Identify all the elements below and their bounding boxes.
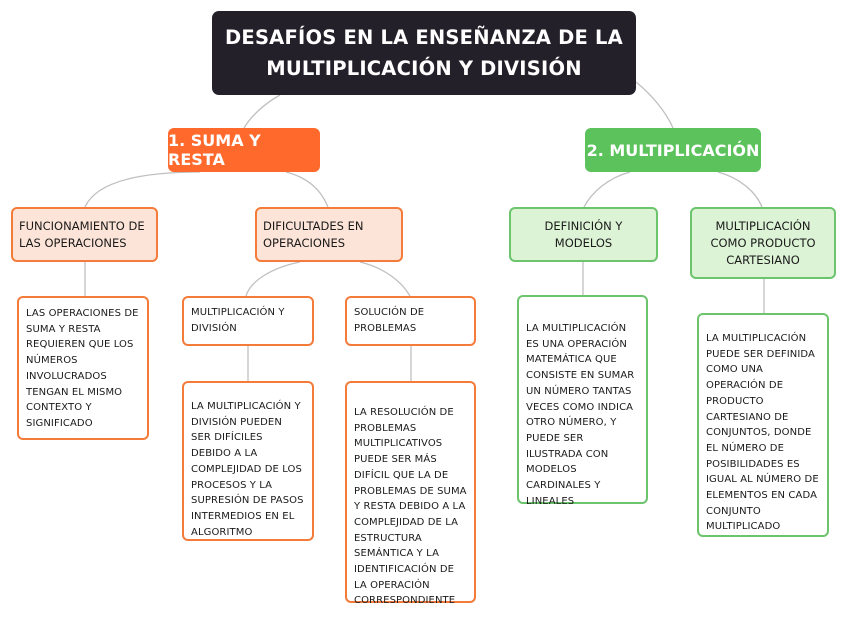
detail-multiplicacion-division-text: LA MULTIPLICACIÓN Y DIVISIÓN PUEDEN SER DIFÍCILES DEBIDO A LA COMPLEJIDAD DE LOS PROCESOS Y LA SUPRESIÓN DE PASOS INTERMEDIOS EN EL ALGORITMO (191, 401, 304, 538)
topic-solucion-problemas[interactable] (345, 296, 476, 346)
detail-multiplicacion-division (182, 381, 314, 541)
connector-suma-funcionamiento (85, 172, 200, 207)
topic-multiplicacion-division-label: MULTIPLICACIÓN Y DIVISIÓN (191, 307, 285, 334)
connector-mult-cartesiano (718, 172, 762, 207)
connector-root-suma (244, 95, 280, 128)
detail-funcionamiento-operaciones-text: LAS OPERACIONES DE SUMA Y RESTA REQUIEREN QUE LOS NÚMEROS INVOLUCRADOS TENGAN EL MISMO CONTEXTO Y SIGNIFICADO (26, 308, 139, 429)
branch-multiplicacion-label: 2. MULTIPLICACIÓN (586, 140, 760, 160)
detail-producto-cartesiano (697, 313, 829, 537)
topic-solucion-problemas-label: SOLUCIÓN DE PROBLEMAS (354, 307, 425, 334)
root-title-line2: MULTIPLICACIÓN Y DIVISIÓN (266, 57, 582, 80)
topic-funcionamiento-operaciones-label: FUNCIONAMIENTO DE LAS OPERACIONES (19, 218, 145, 250)
topic-producto-cartesiano-label: MULTIPLICACIÓN COMO PRODUCTO CARTESIANO (710, 218, 816, 267)
detail-funcionamiento-operaciones (17, 296, 149, 440)
detail-definicion-modelos-text: LA MULTIPLICACIÓN ES UNA OPERACIÓN MATEMÁTICA QUE CONSISTE EN SUMAR UN NÚMERO TANTAS VECES COMO INDICA OTRO NÚMERO, Y PUEDE SER ILUSTRADA CON MODELOS CARDINALES Y LINEALES (526, 323, 635, 507)
branch-suma-y-resta[interactable] (168, 128, 320, 172)
connector-suma-dificultades (286, 172, 328, 207)
connector-root-multiplicacion (636, 82, 673, 128)
connector-mult-definicion (584, 172, 630, 207)
branch-suma-y-resta-label: 1. SUMA Y RESTA (168, 131, 261, 169)
root-title-line1: DESAFÍOS EN LA ENSEÑANZA DE LA (225, 26, 623, 49)
connector-dificultades-multdiv (246, 262, 300, 296)
detail-solucion-problemas-text: LA RESOLUCIÓN DE PROBLEMAS MULTIPLICATIVOS PUEDE SER MÁS DIFÍCIL QUE LA DE PROBLEMAS DE SUMA Y RESTA DEBIDO A LA COMPLEJIDAD DE LA ESTRUCTURA SEMÁNTICA Y LA IDENTIFICACIÓN DE LA OPERACIÓN CORRESPONDIENTE (354, 407, 467, 607)
topic-producto-cartesiano[interactable] (690, 207, 836, 279)
topic-dificultades-operaciones-label: DIFICULTADES EN OPERACIONES (263, 218, 364, 250)
topic-definicion-modelos-label: DEFINICIÓN Y MODELOS (544, 218, 623, 250)
topic-dificultades-operaciones[interactable] (255, 207, 403, 262)
detail-definicion-modelos (517, 295, 648, 507)
topic-funcionamiento-operaciones[interactable] (11, 207, 158, 262)
detail-solucion-problemas (345, 381, 476, 607)
topic-multiplicacion-division[interactable] (182, 296, 314, 346)
topic-definicion-modelos[interactable] (509, 207, 658, 262)
connector-dificultades-solucion (360, 262, 410, 296)
detail-producto-cartesiano-text: LA MULTIPLICACIÓN PUEDE SER DEFINIDA COMO UNA OPERACIÓN DE PRODUCTO CARTESIANO DE CONJUNTOS, DONDE EL NÚMERO DE POSIBILIDADES ES IGUAL AL NÚMERO DE ELEMENTOS EN CADA CONJUNTO MULTIPLICADO (706, 333, 819, 533)
branch-multiplicacion[interactable] (585, 128, 761, 172)
root-title (212, 11, 636, 95)
